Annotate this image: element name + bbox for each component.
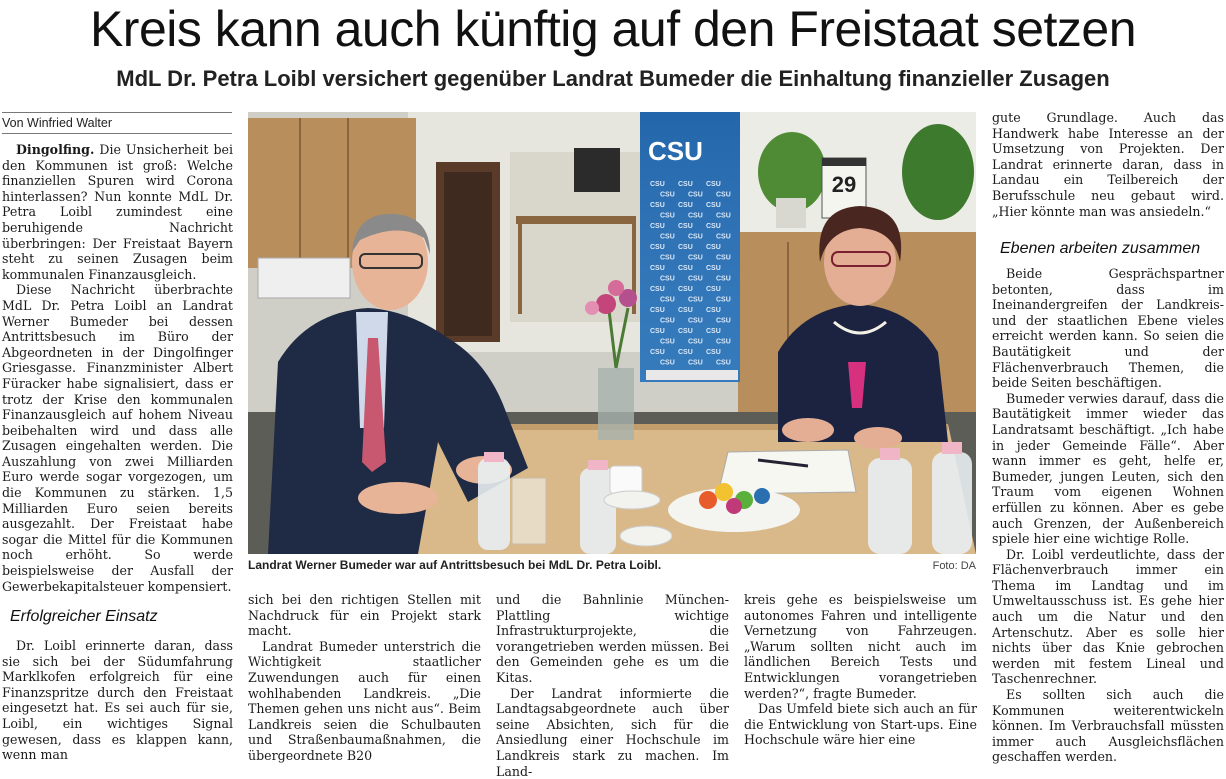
banner-repeat-text: CSU <box>688 233 703 241</box>
banner-repeat-text: CSU <box>660 317 675 325</box>
byline: Von Winfried Walter <box>2 116 112 130</box>
paragraph: Landrat Bumeder unterstrich die Wichtigkeit staatlicher Zuwendungen auch für einen wohlhabenden Landkreis. „Die Themen gehen uns nicht aus“. Beim Landkreis seien die Schulbauten und Straßenbaumaßnahmen, die übergeordnete B20 <box>248 638 481 763</box>
banner-repeat-text: CSU <box>706 244 721 251</box>
column-5b <box>992 266 1224 765</box>
paragraph: kreis gehe es beispielsweise um autonomes Fahren und intelligente Vernetzung von Fahrzeugen. „Warum sollten nicht auch im ländlichen Bereich Tests und Entwicklungen vorangetrieben werden?“, fragte Bumeder. <box>744 592 977 701</box>
banner-repeat-text: CSU <box>678 244 693 251</box>
banner-repeat-text: CSU <box>660 275 675 283</box>
column-1b <box>2 638 233 763</box>
paragraph: sich bei den richtigen Stellen mit Nachdruck für ein Projekt stark macht. <box>248 592 481 639</box>
banner-repeat-text: CSU <box>678 223 693 230</box>
photo-caption: Landrat Werner Bumeder war auf Antrittsbesuch bei MdL Dr. Petra Loibl. <box>248 558 662 572</box>
banner-repeat-text: CSU <box>660 191 675 199</box>
banner-repeat-text: CSU <box>660 296 675 304</box>
byline-rule-top <box>2 112 232 113</box>
column-2 <box>248 592 481 763</box>
banner-repeat-text: CSU <box>716 191 731 199</box>
dateline: Dingolfing. <box>16 142 95 157</box>
column-3 <box>496 592 729 779</box>
banner-repeat-text: CSU <box>650 244 665 251</box>
banner-repeat-text: CSU <box>650 223 665 230</box>
banner-repeat-text: CSU <box>678 328 693 335</box>
banner-repeat-text: CSU <box>706 181 721 188</box>
banner-repeat-text: CSU <box>688 254 703 262</box>
banner-repeat-text: CSU <box>650 181 665 188</box>
banner-repeat-text: CSU <box>660 254 675 262</box>
banner-repeat-text: CSU <box>716 338 731 346</box>
subhead-erfolgreicher-einsatz: Erfolgreicher Einsatz <box>10 608 158 625</box>
column-4 <box>744 592 977 750</box>
paragraph: Das Umfeld biete sich auch an für die Entwicklung von Start-ups. Eine Hochschule wäre hier eine <box>744 701 977 748</box>
banner-repeat-text: CSU <box>716 317 731 325</box>
banner-repeat-text: CSU <box>706 328 721 335</box>
banner-repeat-text: CSU <box>706 286 721 293</box>
banner-repeat-text: CSU <box>678 307 693 314</box>
banner-repeat-text: CSU <box>650 286 665 293</box>
banner-repeat-text: CSU <box>688 317 703 325</box>
byline-rule-bottom <box>2 133 232 134</box>
paragraph: Dr. Loibl erinnerte daran, dass sie sich bei der Südumfahrung Marklkofen erfolgreich für eine Finanzspritze durch den Freistaat eingesetzt hat. Es sei auch für sie, Loibl, ein wichtiges Signal gewesen, dass es klappen kann, wenn man <box>2 638 233 763</box>
banner-repeat-text: CSU <box>688 338 703 346</box>
paragraph: Bumeder verwies darauf, dass die Bautätigkeit immer wieder das Landratsamt beschäftigt. „Ich habe in jeder Gemeinde Fälle“. Aber wann immer es geht, helfe er, Bumeder, jungen Leuten, sich den Traum vom eigenen Wohnen erfüllen zu können. Aber es gebe auch Grenzen, der Außenbereich spiele hier eine wichtige Rolle. <box>992 390 1224 547</box>
headline: Kreis kann auch künftig auf den Freistaat setzen <box>89 1 1137 57</box>
banner-repeat-text: CSU <box>650 307 665 314</box>
banner-repeat-text: CSU <box>678 181 693 188</box>
banner-repeat-text: CSU <box>660 359 675 367</box>
paragraph-text: Die Unsicherheit bei den Kommunen ist groß: Welche finanziellen Spuren wird Corona hinterlassen? Nun konnte MdL Dr. Petra Loibl zumindest eine beruhigende Nachricht überbringen: Der Freistaat Bayern steht zu seinen Zusagen beim kommunalen Finanzausgleich. <box>2 142 233 282</box>
banner-repeat-text: CSU <box>706 202 721 209</box>
banner-repeat-text: CSU <box>678 202 693 209</box>
paragraph: und die Bahnlinie München-Plattling wichtige Infrastrukturprojekte, die vorangetrieben werden müssen. Bei den Gemeinden gehe es um die Kitas. <box>496 592 729 685</box>
banner-repeat-text: CSU <box>716 359 731 367</box>
banner-repeat-text: CSU <box>706 265 721 272</box>
banner-repeat-text: CSU <box>716 233 731 241</box>
banner-repeat-text: CSU <box>688 359 703 367</box>
banner-repeat-text: CSU <box>660 233 675 241</box>
banner-repeat-text: CSU <box>650 349 665 356</box>
banner-repeat-text: CSU <box>650 202 665 209</box>
banner-repeat-text: CSU <box>660 338 675 346</box>
banner-logo: CSU <box>648 136 703 166</box>
paragraph: gute Grundlage. Auch das Handwerk habe Interesse an der Umsetzung von Projekten. Der Landrat erinnerte daran, dass in Landau ein Teilbereich der Berufsschule neu gebaut wird. „Hier könnte man was ansiedeln.“ <box>992 110 1224 219</box>
banner-repeat-text: CSU <box>678 265 693 272</box>
banner-repeat-text: CSU <box>650 328 665 335</box>
banner-repeat-text: CSU <box>716 296 731 304</box>
paragraph: Diese Nachricht überbrachte MdL Dr. Petra Loibl an Landrat Werner Bumeder bei dessen Antrittsbesuch im Büro der Abgeordneten in der Dingolfinger Griesgasse. Finanzminister Albert Füracker habe signalisiert, dass er trotz der Krise den kommunalen Finanzausgleich auf hohem Niveau beibehalten wird und dass alle Zusagen eingehalten werden. Die Auszahlung von zwei Milliarden Euro werde sogar vorgezogen, um die Kommunen zu stärken. 1,5 Milliarden Euro seien bereits ausgezahlt. Der Freistaat habe sogar die Mittel für die Kommunen noch erhöht. So werde beispielsweise der Ausfall der Gewerbekapitalsteuer kompensiert. <box>2 282 233 594</box>
subhead-ebenen-arbeiten-zusammen: Ebenen arbeiten zusammen <box>1000 240 1201 257</box>
banner-repeat-text: CSU <box>706 223 721 230</box>
column-5 <box>992 110 1224 234</box>
banner-repeat-text: CSU <box>688 275 703 283</box>
photo-credit: Foto: DA <box>932 560 976 572</box>
article-photo <box>248 112 976 554</box>
banner-repeat-text: CSU <box>716 212 731 220</box>
banner-repeat-text: CSU <box>678 349 693 356</box>
paragraph: Es sollten sich auch die Kommunen weiterentwickeln können. Im Verbrauchsfall müssten immer auch Ausgleichsflächen geschaffen werden. <box>992 687 1224 765</box>
calendar-day: 29 <box>831 172 857 197</box>
banner-repeat-text: CSU <box>678 286 693 293</box>
banner-repeat-text: CSU <box>706 349 721 356</box>
column-1 <box>2 142 233 592</box>
banner-repeat-text: CSU <box>716 254 731 262</box>
banner-repeat-text: CSU <box>688 212 703 220</box>
banner-repeat-text: CSU <box>688 191 703 199</box>
banner-repeat-text: CSU <box>716 275 731 283</box>
paragraph: Dr. Loibl verdeutlichte, dass der Flächenverbrauch immer ein Thema im Landtag und im Umweltausschuss ist. Es gehe hier auch um die Natur und den Artenschutz. Aber es solle hier nichts über das Knie gebrochen werden mit festem Lineal und Taschenrechner. <box>992 546 1224 687</box>
subheadline: MdL Dr. Petra Loibl versichert gegenüber Landrat Bumeder die Einhaltung finanzieller Zusagen <box>116 66 1110 91</box>
paragraph: Der Landrat informierte die Landtagsabgeordnete auch über seine Absichten, sich für die Ansiedlung einer Hochschule im Landkreis stark zu machen. Im Land- <box>496 685 729 779</box>
banner-repeat-text: CSU <box>688 296 703 304</box>
lead-paragraph <box>2 142 233 282</box>
banner-repeat-text: CSU <box>650 265 665 272</box>
paragraph: Beide Gesprächspartner betonten, dass im Ineinandergreifen der Landkreis- und der staatlichen Ebene vieles erreicht werden kann. So seien die Bautätigkeit und der Flächenverbrauch Themen, die beide Seiten beschäftigen. <box>992 266 1224 391</box>
banner-repeat-text: CSU <box>660 212 675 220</box>
banner-repeat-text: CSU <box>706 307 721 314</box>
